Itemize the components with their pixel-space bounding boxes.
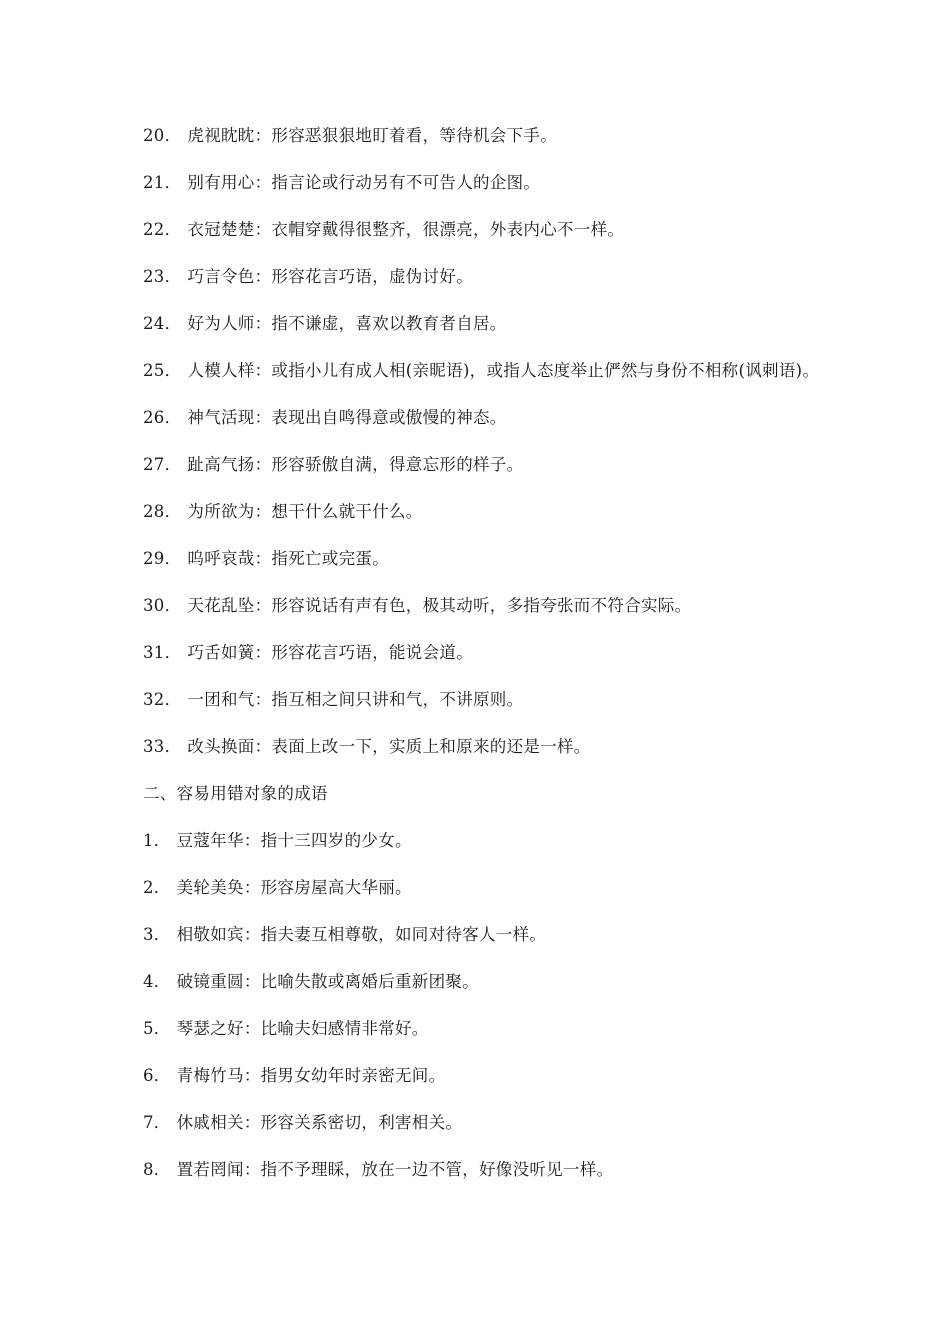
idiom-definition: ：指夫妻互相尊敬，如同对待客人一样。 xyxy=(243,925,547,944)
idiom-term: 虎视眈眈 xyxy=(187,126,255,145)
entry-number: 27． xyxy=(143,455,182,474)
idiom-entry xyxy=(143,1064,823,1087)
idiom-entry xyxy=(143,829,823,852)
idiom-entry xyxy=(143,1111,823,1134)
entry-number: 2． xyxy=(143,878,171,897)
idiom-term: 琴瑟之好 xyxy=(176,1019,244,1038)
entry-number: 7． xyxy=(143,1113,171,1132)
entry-number: 28． xyxy=(143,502,182,521)
entry-number: 4． xyxy=(143,972,171,991)
idiom-entry xyxy=(143,547,823,570)
entry-number: 22． xyxy=(143,220,182,239)
entry-number: 29． xyxy=(143,549,182,568)
idiom-entry xyxy=(143,1017,823,1040)
entry-number: 20． xyxy=(143,126,182,145)
idiom-definition: ：形容恶狠狠地盯着看，等待机会下手。 xyxy=(254,126,558,145)
idiom-term: 休戚相关 xyxy=(176,1113,244,1132)
idiom-definition: ：指不谦虚，喜欢以教育者自居。 xyxy=(254,314,507,333)
idiom-term: 衣冠楚楚 xyxy=(187,220,255,239)
idiom-term: 呜呼哀哉 xyxy=(187,549,255,568)
idiom-definition: ：表现出自鸣得意或傲慢的神态。 xyxy=(254,408,507,427)
entry-number: 21． xyxy=(143,173,182,192)
idiom-term: 趾高气扬 xyxy=(187,455,255,474)
idiom-definition: ：形容房屋高大华丽。 xyxy=(243,878,412,897)
idiom-entry xyxy=(143,688,823,711)
idiom-entry xyxy=(143,265,823,288)
entry-number: 24． xyxy=(143,314,182,333)
idiom-term: 神气活现 xyxy=(187,408,255,427)
idiom-entry xyxy=(143,124,823,147)
entry-number: 32． xyxy=(143,690,182,709)
idiom-entry xyxy=(143,923,823,946)
idiom-entry xyxy=(143,876,823,899)
idiom-term: 美轮美奂 xyxy=(176,878,244,897)
entry-number: 23． xyxy=(143,267,182,286)
idiom-entry xyxy=(143,312,823,335)
idiom-entry xyxy=(143,359,823,382)
idiom-definition: ：比喻夫妇感情非常好。 xyxy=(243,1019,429,1038)
idiom-term: 改头换面 xyxy=(187,737,255,756)
idiom-entry xyxy=(143,406,823,429)
idiom-term: 巧言令色 xyxy=(187,267,255,286)
idiom-entry xyxy=(143,500,823,523)
idiom-definition: ：形容关系密切，利害相关。 xyxy=(243,1113,463,1132)
idiom-term: 豆蔻年华 xyxy=(176,831,244,850)
idiom-definition: ：比喻失散或离婚后重新团聚。 xyxy=(243,972,480,991)
idiom-list-section-one xyxy=(143,124,823,758)
idiom-definition: ：形容说话有声有色，极其动听，多指夸张而不符合实际。 xyxy=(254,596,692,615)
entry-number: 30． xyxy=(143,596,182,615)
idiom-list-section-two xyxy=(143,829,823,1181)
idiom-definition: ：想干什么就干什么。 xyxy=(254,502,423,521)
idiom-definition: ：指不予理睬，放在一边不管，好像没听见一样。 xyxy=(243,1160,614,1179)
idiom-definition: ：指互相之间只讲和气，不讲原则。 xyxy=(254,690,524,709)
idiom-entry xyxy=(143,1158,823,1181)
entry-number: 5． xyxy=(143,1019,171,1038)
idiom-definition: ：指男女幼年时亲密无间。 xyxy=(243,1066,446,1085)
idiom-term: 天花乱坠 xyxy=(187,596,255,615)
idiom-term: 巧舌如簧 xyxy=(187,643,255,662)
entry-number: 3． xyxy=(143,925,171,944)
entry-number: 6． xyxy=(143,1066,171,1085)
idiom-definition: ：形容骄傲自满，得意忘形的样子。 xyxy=(254,455,524,474)
idiom-term: 相敬如宾 xyxy=(176,925,244,944)
idiom-entry xyxy=(143,453,823,476)
idiom-term: 一团和气 xyxy=(187,690,255,709)
entry-number: 25． xyxy=(143,361,182,380)
entry-number: 33． xyxy=(143,737,182,756)
entry-number: 31． xyxy=(143,643,182,662)
idiom-entry xyxy=(143,735,823,758)
idiom-entry xyxy=(143,970,823,993)
idiom-definition: ：或指小儿有成人相(亲昵语)，或指人态度举止俨然与身份不相称(讽刺语)。 xyxy=(254,361,820,380)
idiom-definition: ：形容花言巧语，虚伪讨好。 xyxy=(254,267,474,286)
idiom-definition: ：指言论或行动另有不可告人的企图。 xyxy=(254,173,541,192)
idiom-term: 置若罔闻 xyxy=(176,1160,244,1179)
idiom-term: 别有用心 xyxy=(187,173,255,192)
idiom-definition: ：指十三四岁的少女。 xyxy=(243,831,412,850)
idiom-term: 青梅竹马 xyxy=(176,1066,244,1085)
idiom-definition: ：表面上改一下，实质上和原来的还是一样。 xyxy=(254,737,591,756)
document-content xyxy=(143,124,823,1205)
idiom-definition: ：形容花言巧语，能说会道。 xyxy=(254,643,474,662)
idiom-term: 人模人样 xyxy=(187,361,255,380)
idiom-term: 为所欲为 xyxy=(187,502,255,521)
entry-number: 8． xyxy=(143,1160,171,1179)
entry-number: 1． xyxy=(143,831,171,850)
idiom-definition: ：指死亡或完蛋。 xyxy=(254,549,390,568)
idiom-entry xyxy=(143,218,823,241)
idiom-entry xyxy=(143,641,823,664)
section-heading: 二、容易用错对象的成语 xyxy=(143,784,328,803)
idiom-entry xyxy=(143,171,823,194)
idiom-entry xyxy=(143,594,823,617)
entry-number: 26． xyxy=(143,408,182,427)
idiom-definition: ：衣帽穿戴得很整齐，很漂亮，外表内心不一样。 xyxy=(254,220,625,239)
idiom-term: 破镜重圆 xyxy=(176,972,244,991)
idiom-term: 好为人师 xyxy=(187,314,255,333)
